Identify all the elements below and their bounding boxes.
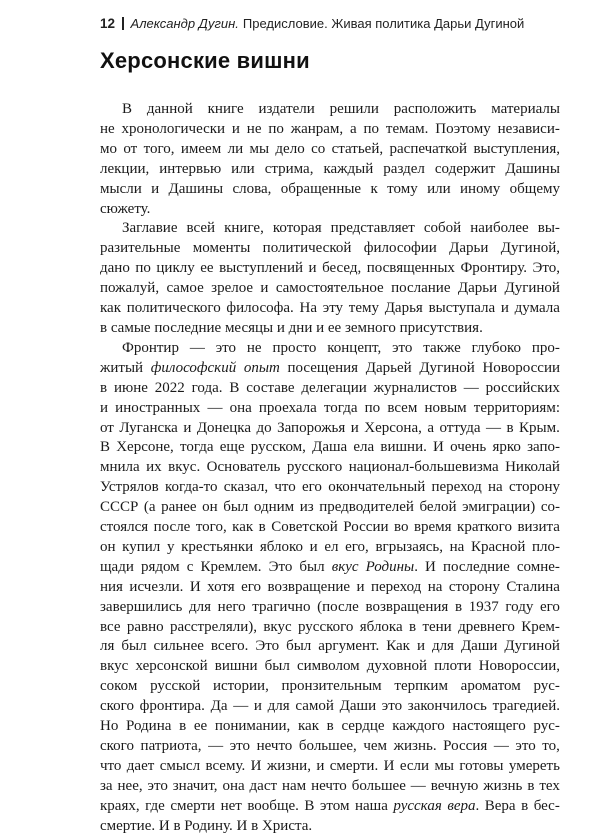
header-author: Александр Дугин. xyxy=(130,16,239,31)
text-line: в июне 2022 года. В составе делегации журналистов — российских xyxy=(100,379,560,396)
text-line: житый философский опыт посещения Дарьей Дугиной Новороссии xyxy=(100,359,560,376)
text-line: он купил у крестьянки яблоко и ел его, вгрызаясь, на Красной пло- xyxy=(100,538,560,555)
text-line: В Херсоне, тогда еще русском, Даша ела вишни. И очень ярко запо- xyxy=(100,439,560,456)
text-line: соком русской истории, пронзительным терпким ароматом рус- xyxy=(100,678,560,695)
text-line: стоялся после того, как в Советской России во время краткого визита xyxy=(100,519,560,536)
text-line: завершились для него трагично (после возвращения в 1937 году его xyxy=(100,598,560,615)
text-line: Заглавие всей книге, которая представляет собой наиболее вы- xyxy=(122,220,560,237)
body-text xyxy=(100,100,560,837)
text-line: СССР (а ранее он был одним из предводителей белой эмиграции) со- xyxy=(100,499,560,516)
text-line: вкус херсонской вишни был символом духовной плоти Новороссии, xyxy=(100,658,560,675)
text-line: ля был сильнее всего. Это был аргумент. Как и для Даши Дугиной xyxy=(100,638,560,655)
page-number: 12 xyxy=(100,16,116,31)
text-line: как политического философа. На эту тему Дарья выступала и думала xyxy=(100,300,560,317)
header-chapter-title: Предисловие. Живая политика Дарьи Дугиной xyxy=(242,16,525,31)
text-line: В данной книге издатели решили расположить материалы xyxy=(122,101,560,117)
text-line: лекции, интервью или стрима, каждый раздел содержит Дашины xyxy=(100,160,560,177)
text-line: дано по циклу ее выступлений и бесед, посвященных Фронтиру. Это, xyxy=(100,260,560,277)
text-line: сюжету. xyxy=(100,200,151,217)
text-line: мнила их вкус. Основатель русского национал-большевизма Николай xyxy=(100,459,560,476)
text-line: смертие. И в Родину. И в Христа. xyxy=(100,817,313,834)
text-line: пожалуй, самое зрелое и самостоятельное послание Дарьи Дугиной xyxy=(100,280,560,297)
text-line: не хронологически и не по жанрам, а по темам. Поэтому независи- xyxy=(100,120,560,137)
text-line: за нее, это значит, она даст нам нечто большее — вечную жизнь в тех xyxy=(100,777,560,794)
text-line: ского патриота, — это нечто большее, чем жизнь. Россия — это то, xyxy=(100,738,560,754)
section-title: Херсонские вишни xyxy=(100,48,310,73)
text-line: мо от того, имеем ли мы дело со статьей, распечаткой выступления, xyxy=(100,140,560,157)
text-line: Но Родина в ее понимании, как в сердце каждого настоящего рус- xyxy=(100,718,560,735)
header-separator xyxy=(122,17,124,30)
text-line: что дает смысл всему. И жизни, и смерти. И если мы готовы умереть xyxy=(100,757,560,774)
text-line: ского фронтира. Да — и для самой Даши это закончилось трагедией. xyxy=(100,698,560,715)
text-line: щади рядом с Кремлем. Это был вкус Родины. И последние сомне- xyxy=(100,558,560,575)
text-line: разительные моменты политической философии Дарьи Дугиной, xyxy=(100,240,560,257)
running-header xyxy=(100,16,524,31)
text-line: Фронтир — это не просто концепт, это также глубоко про- xyxy=(122,339,560,356)
text-line: ния исчезли. И хотя его возвращение и переход на сторону Сталина xyxy=(100,578,560,595)
text-line: Устрялов когда-то сказал, что его окончательный переход на сторону xyxy=(100,479,560,496)
text-line: и иностранных — она проехала тогда по всем новым территориям: xyxy=(100,399,560,416)
text-line: мысли и Дашины слова, обращенные к тому или иному общему xyxy=(100,180,560,197)
text-line: краях, где смерти нет вообще. В этом наша русская вера. Вера в бес- xyxy=(100,797,560,814)
text-line: все равно расстреляли), вкус русского яблока в тени древнего Крем- xyxy=(100,618,560,635)
text-line: в самые последние месяцы и дни и ее земного присутствия. xyxy=(100,319,483,336)
text-line: от Луганска и Донецка до Запорожья и Херсона, а оттуда — в Крым. xyxy=(100,419,560,436)
